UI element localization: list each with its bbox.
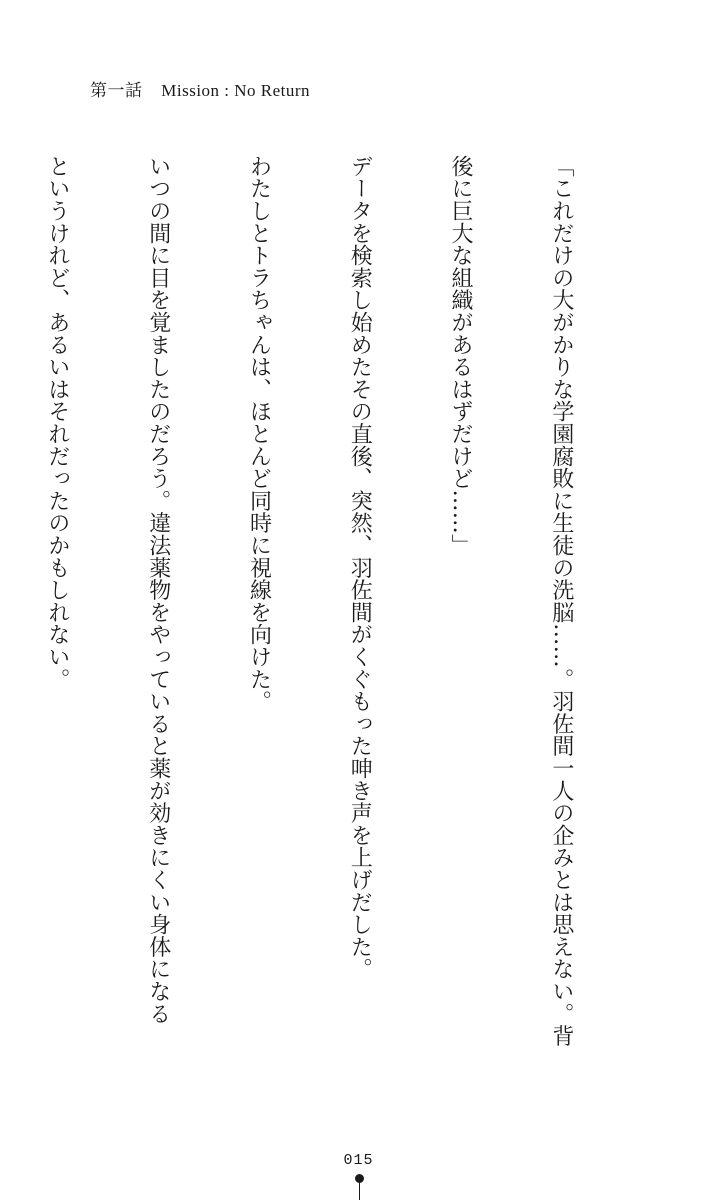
novel-body-text (44, 155, 645, 1155)
marker-stem (359, 1182, 360, 1200)
chapter-title: Mission : No Return (161, 81, 311, 100)
page-marker-icon (355, 1174, 364, 1200)
text-column: 「これだけの大がかりな学園腐敗に生徒の洗脳……。羽佐間一人の企みとは思えない。背 (548, 155, 574, 1047)
text-column: というけれど、あるいはそれだったのかもしれない。 (44, 155, 70, 691)
text-column: データを検索し始めたその直後、突然、羽佐間がくぐもった呻き声を上げだした。 (347, 155, 373, 981)
text-column: わたしとトラちゃんは、ほとんど同時に視線を向けた。 (246, 155, 272, 713)
text-column: いつの間に目を覚ましたのだろう。違法薬物をやっていると薬が効きにくい身体になる (145, 155, 171, 1025)
text-column: 後に巨大な組織があるはずだけど……」 (448, 155, 474, 557)
chapter-label: 第一話 (90, 81, 143, 100)
running-header (90, 76, 310, 101)
page-number: 015 (343, 1152, 374, 1169)
